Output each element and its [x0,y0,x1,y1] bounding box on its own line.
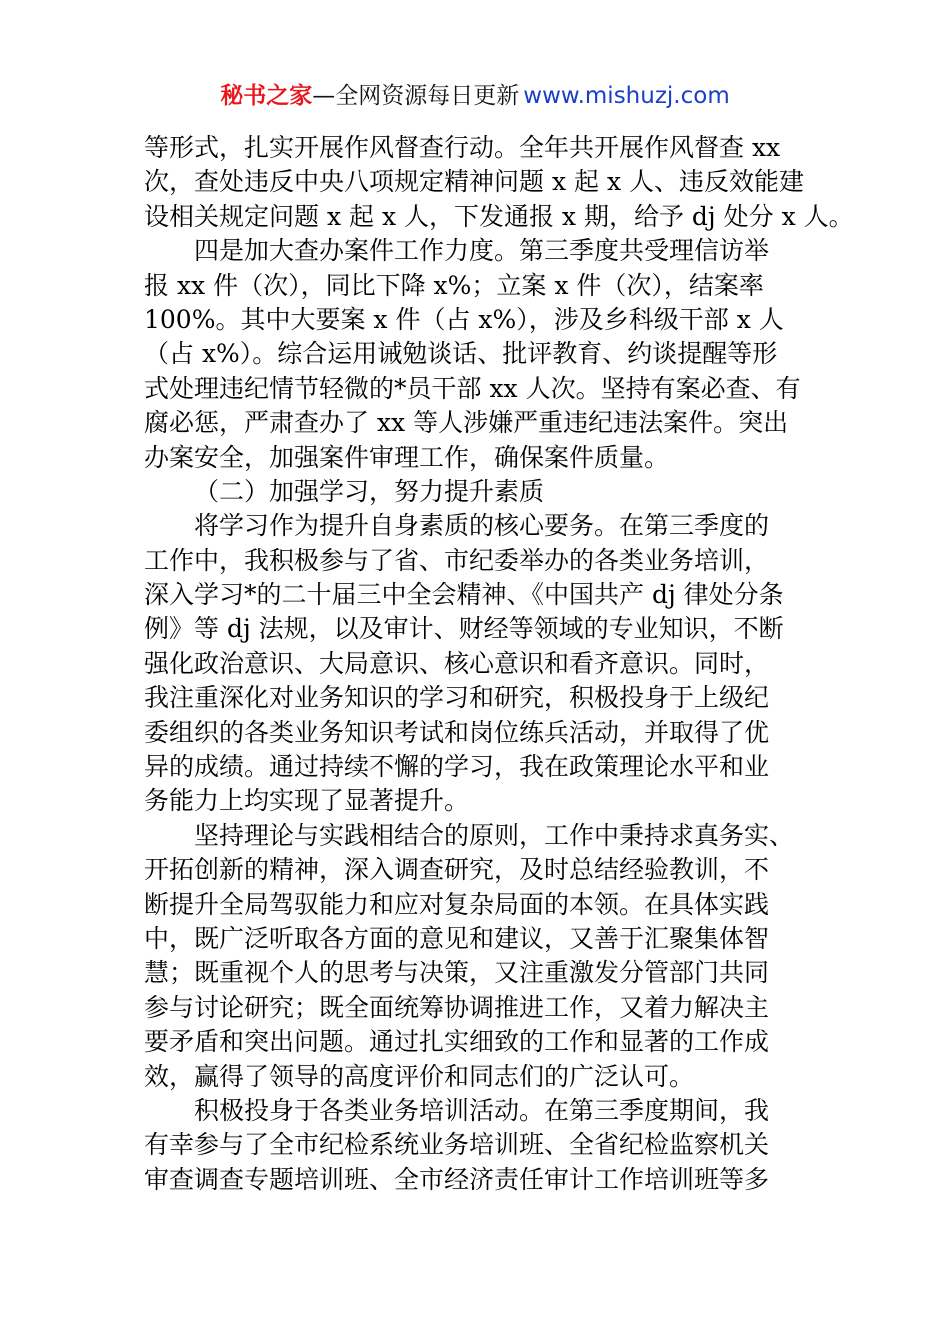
text-line: 次，查处违反中央八项规定精神问题 x 起 x 人、违反效能建 [144,167,804,197]
text-line: 审查调查专题培训班、全市经济责任审计工作培训班等多 [144,1164,770,1194]
text-line: （占 x%）。综合运用诫勉谈话、批评教育、约谈提醒等形 [144,339,778,369]
text-line: （二）加强学习，努力提升素质 [194,476,545,506]
text-line: 效，赢得了领导的高度评价和同志们的广泛认可。 [144,1061,695,1091]
text-line: 100%。其中大要案 x 件（占 x%），涉及乡科级干部 x 人 [144,304,784,334]
header-tagline: —全网资源每日更新 [312,83,520,109]
text-line: 工作中，我积极参与了省、市纪委举办的各类业务培训， [144,545,770,575]
text-line: 中，既广泛听取各方面的意见和建议，又善于汇聚集体智 [144,923,770,953]
text-line: 等形式，扎实开展作风督查行动。全年共开展作风督查 xx [144,133,781,162]
text-line: 例》等 dj 法规，以及审计、财经等领域的专业知识，不断 [144,614,784,644]
brand-name: 秘书之家 [220,83,313,109]
text-line: 设相关规定问题 x 起 x 人，下发通报 x 期，给予 dj 处分 x 人。 [144,201,854,231]
text-line: 务能力上均实现了显著提升。 [144,786,470,816]
text-line: 断提升全局驾驭能力和应对复杂局面的本领。在具体实践 [144,889,770,919]
document-body [144,131,854,1197]
text-line: 要矛盾和突出问题。通过扎实细致的工作和显著的工作成 [144,1027,770,1057]
text-line: 强化政治意识、大局意识、核心意识和看齐意识。同时， [144,648,770,678]
text-line: 办案安全，加强案件审理工作，确保案件质量。 [144,442,670,472]
text-line: 异的成绩。通过持续不懈的学习，我在政策理论水平和业 [144,752,770,782]
text-line: 参与讨论研究；既全面统筹协调推进工作，又着力解决主 [144,992,770,1022]
text-line: 腐必惩，严肃查办了 xx 等人涉嫌严重违纪违法案件。突出 [144,408,789,438]
text-line: 四是加大查办案件工作力度。第三季度共受理信访举 [194,236,770,266]
text-line: 将学习作为提升自身素质的核心要务。在第三季度的 [194,511,770,541]
text-line: 式处理违纪情节轻微的*员干部 xx 人次。坚持有案必查、有 [144,373,801,403]
text-line: 我注重深化对业务知识的学习和研究，积极投身于上级纪 [144,683,770,713]
text-line: 坚持理论与实践相结合的原则，工作中秉持求真务实、 [194,820,795,850]
text-line: 深入学习*的二十届三中全会精神、《中国共产 dj 律处分条 [144,580,784,610]
text-line: 积极投身于各类业务培训活动。在第三季度期间，我 [194,1095,770,1125]
text-line: 委组织的各类业务知识考试和岗位练兵活动，并取得了优 [144,717,770,747]
text-line: 慧；既重视个人的思考与决策，又注重激发分管部门共同 [144,958,770,988]
site-header [0,80,950,112]
text-line: 报 xx 件（次），同比下降 x%；立案 x 件（次），结案率 [144,270,764,300]
site-url-link[interactable]: www.mishuzj.com [523,83,730,109]
text-line: 有幸参与了全市纪检系统业务培训班、全省纪检监察机关 [144,1130,770,1160]
text-line: 开拓创新的精神，深入调查研究，及时总结经验教训，不 [144,855,770,885]
